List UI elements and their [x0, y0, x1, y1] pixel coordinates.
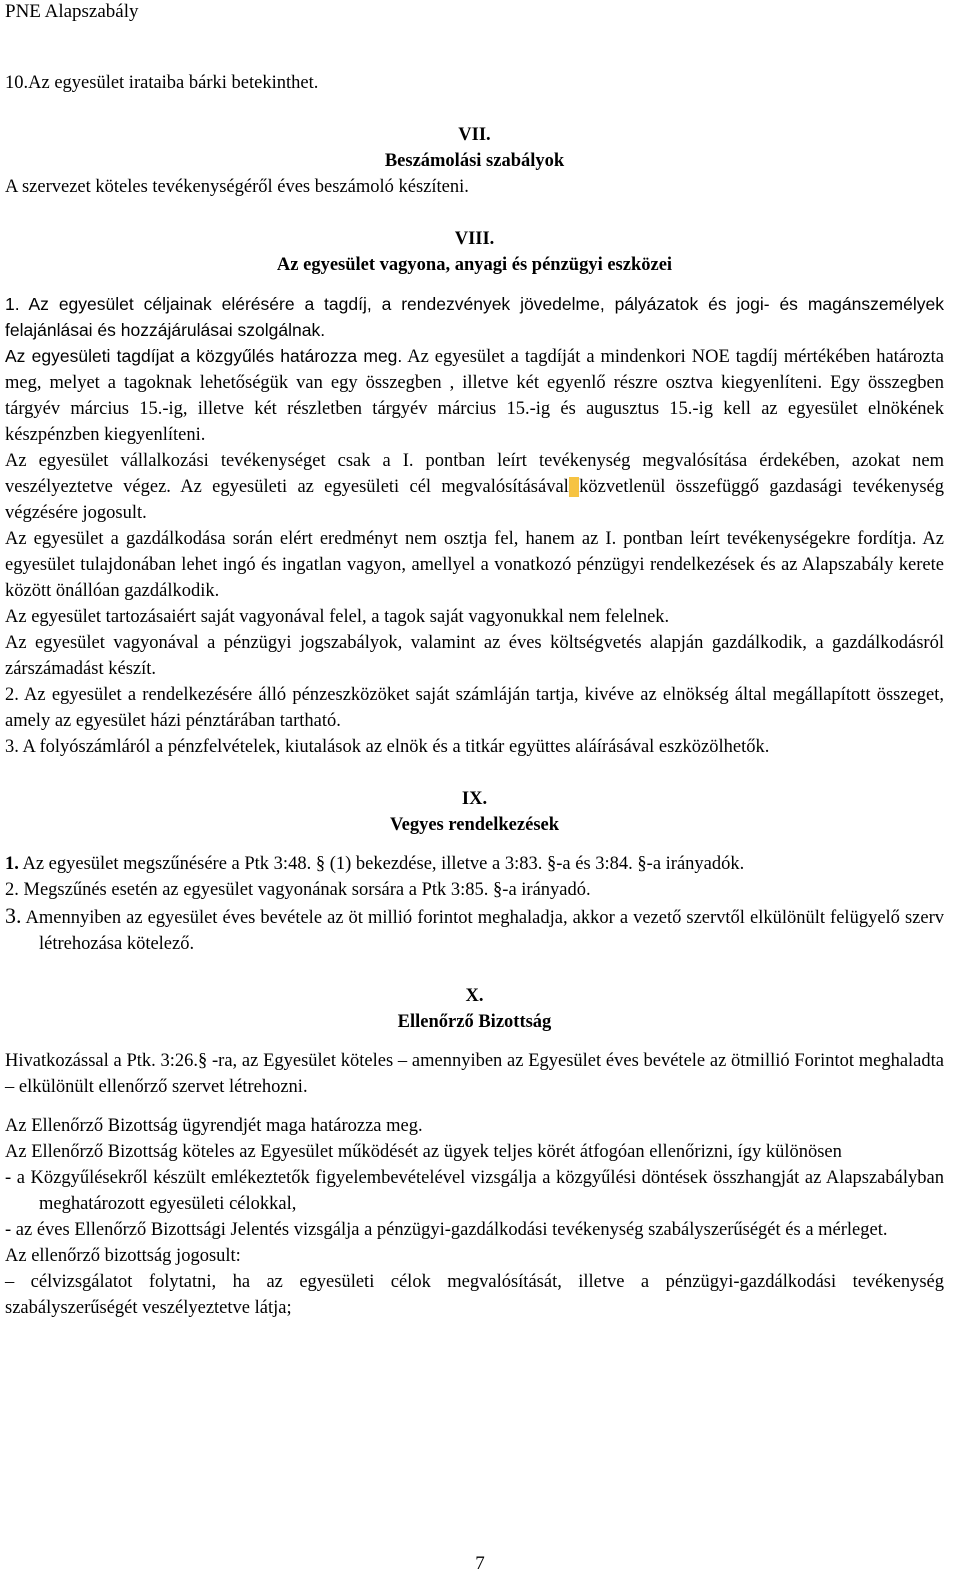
- highlight-mark: [569, 477, 579, 497]
- section-8-number: VIII.: [454, 229, 495, 249]
- paragraph-10-koteles: Az Ellenőrző Bizottság köteles az Egyesület működését az ügyek teljes körét átfogóan ellenőrizni, így különösen: [5, 1142, 842, 1162]
- vallalkozasi-text-b: közvetlenül összefüggő gazdasági tevékenység végzésére jogosult.: [5, 477, 945, 523]
- paragraph-iratok: 10.Az egyesület irataiba bárki betekinthet.: [5, 73, 319, 93]
- paragraph-8-vallalkozasi: [5, 448, 944, 526]
- paragraph-9-3-number: 3.: [5, 903, 22, 928]
- list-item: - a Közgyűlésekről készült emlékeztetők figyelembevételével vizsgálja a közgyűlési döntések összhangját az Alapszabályban meghatározott egyesületi célokkal,: [5, 1168, 944, 1214]
- paragraph-9-3-text: Amennyiben az egyesület éves bevétele az öt millió forintot meghaladja, akkor a vezető szervtől elkülönült felügyelő szerv létrehozása kötelező.: [21, 908, 944, 954]
- paragraph-8-tartozas: Az egyesület tartozásaiért saját vagyonával felel, a tagok saját vagyonukkal nem felelnek.: [5, 607, 670, 627]
- paragraph-8-eredmeny: Az egyesület a gazdálkodása során elért eredményt nem osztja fel, hanem az I. pontban leírt tevékenységekre fordítja. Az egyesület tulajdonában lehet ingó és ingatlan vagyon, amellyel a vonatkozó pénzügyi rendelkezések és az Alapszabály kerete között önállóan gazdálkodik.: [5, 529, 944, 601]
- paragraph-9-1-text: Az egyesület megszűnésére a Ptk 3:48. § (1) bekezdése, illetve a 3:83. §-a és 3:84. §-a irányadók.: [18, 854, 745, 874]
- paragraph-8-3: 3. A folyószámláról a pénzfelvételek, kiutalások az elnök és a titkár együttes aláírásával eszközölhetők.: [5, 737, 770, 757]
- paragraph-10-jogosult: Az ellenőrző bizottság jogosult:: [5, 1246, 241, 1266]
- section-7-title: Beszámolási szabályok: [384, 151, 565, 171]
- document-header: PNE Alapszabály: [5, 1, 139, 22]
- page-number: 7: [475, 1553, 485, 1574]
- paragraph-9-1-number: 1.: [5, 854, 19, 874]
- paragraph-9-1: [5, 851, 944, 877]
- section-8-title: Az egyesület vagyona, anyagi és pénzügyi eszközei: [276, 255, 673, 275]
- paragraph-8-vagyon: Az egyesület vagyonával a pénzügyi jogszabályok, valamint az éves költségvetés alapján gazdálkodik, a gazdálkodásról zárszámadást készít.: [5, 633, 944, 679]
- paragraph-9-2: 2. Megszűnés esetén az egyesület vagyonának sorsára a Ptk 3:85. §-a irányadó.: [5, 880, 591, 900]
- paragraph-9-3: [5, 903, 944, 957]
- section-9-title: Vegyes rendelkezések: [389, 815, 560, 835]
- paragraph-8-1: 1. Az egyesület céljainak elérésére a tagdíj, a rendezvények jövedelme, pályázatok és jogi- és magánszemélyek felajánlásai és hozzájárulásai szolgálnak.: [5, 294, 944, 340]
- paragraph-beszamolo: A szervezet köteles tevékenységéről éves beszámoló készíteni.: [5, 177, 469, 197]
- tagdij-sentence: Az egyesületi tagdíjat a közgyűlés határozza meg.: [5, 346, 403, 366]
- document-body: [5, 70, 944, 1321]
- paragraph-8-tagdij: [5, 343, 944, 448]
- paragraph-10-ugyrend: Az Ellenőrző Bizottság ügyrendjét maga határozza meg.: [5, 1116, 423, 1136]
- paragraph-10-hivatkozas: Hivatkozással a Ptk. 3:26.§ -ra, az Egyesület köteles – amennyiben az Egyesület éves bevétele az ötmillió Forintot meghaladta – elkülönült ellenőrző szervet létrehozni.: [5, 1051, 944, 1097]
- paragraph-8-2: 2. Az egyesület a rendelkezésére álló pénzeszközöket saját számláján tartja, kivéve az elnökség által megállapított összeget, amely az egyesület házi pénztárában tartható.: [5, 685, 944, 731]
- tagdij-detail: Az egyesület a tagdíját a mindenkori NOE tagdíj mértékében határozta meg, melyet a tagoknak lehetőségük van egy összegben , illetve két egyenlő részre osztva kiegyenlíteni. Egy összegben tárgyév március 15.-ig, illetve két részletben tárgyév március 15.-ig és augusztus 15.-ig kell az egyesület elnökének készpénzben kiegyenlíteni.: [5, 347, 944, 445]
- list-item: - az éves Ellenőrző Bizottsági Jelentés vizsgálja a pénzügyi-gazdálkodási tevékenység szabályszerűségét és a mérleget.: [5, 1220, 888, 1240]
- section-7-number: VII.: [458, 125, 491, 145]
- section-10-number: X.: [465, 986, 484, 1006]
- section-9-number: IX.: [461, 789, 488, 809]
- section-10-title: Ellenőrző Bizottság: [397, 1012, 552, 1032]
- list-item: – célvizsgálatot folytatni, ha az egyesületi célok megvalósítását, illetve a pénzügyi-gazdálkodási tevékenység szabályszerűségét veszélyeztetve látja;: [5, 1272, 944, 1318]
- vallalkozasi-text-a: Az egyesület vállalkozási tevékenységet csak a I. pontban leírt tevékenység megvalósítása érdekében, azokat nem veszélyeztetve végez. Az egyesületi az egyesületi cél megvalósításával: [5, 451, 944, 497]
